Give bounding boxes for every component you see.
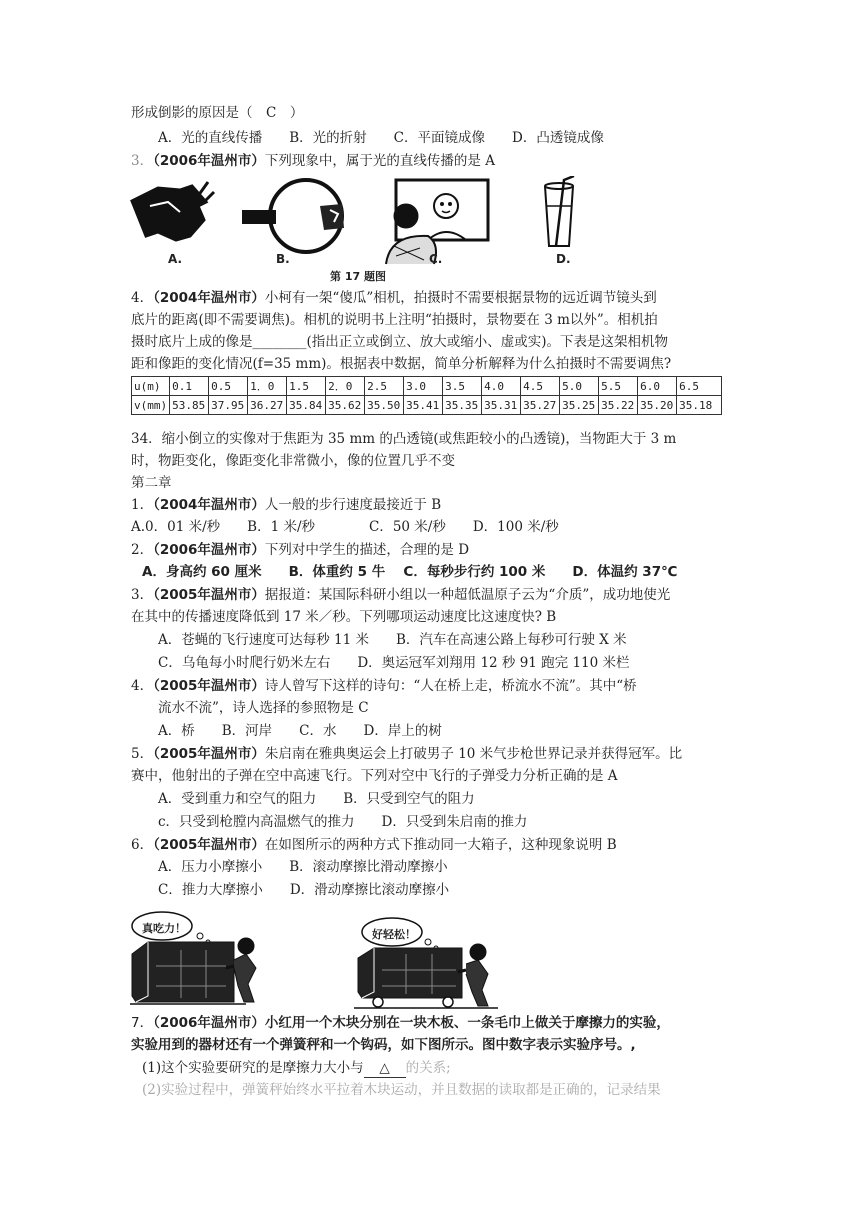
question-number: 7． bbox=[131, 1015, 154, 1031]
figure-b-magnifier bbox=[242, 180, 344, 252]
question-text: 下列现象中，属于光的直线传播的是 A bbox=[264, 153, 495, 169]
table-cell: 35.18 bbox=[677, 396, 722, 415]
sub-question-suffix: 的关系; bbox=[405, 1060, 451, 1076]
question-text: 小柯有一架“傻瓜”相机，拍摄时不需要根据景物的远近调节镜头到 bbox=[264, 290, 657, 306]
c7-stem bbox=[131, 1014, 670, 1032]
figure-d-label: D. bbox=[556, 252, 571, 266]
c4-stem bbox=[131, 677, 637, 695]
question-number: 4． bbox=[131, 290, 154, 306]
question-source: （2006年温州市） bbox=[153, 153, 265, 169]
table-cell: 1.5 bbox=[287, 377, 326, 396]
table-cell: 4.5 bbox=[521, 377, 560, 396]
question-source: （2004年温州市） bbox=[153, 497, 265, 513]
speech-bubble-hard: 真吃力！ bbox=[142, 922, 186, 935]
c7-sub-2: (2)实验过程中，弹簧秤始终水平拉着木块运动，并且数据的读取都是正确的，记录结果 bbox=[142, 1082, 661, 1098]
table-cell: 36.27 bbox=[248, 396, 287, 415]
c7-line-2: 实验用到的器材还有一个弹簧秤和一个钩码，如下图所示。图中数字表示实验序号。, bbox=[131, 1037, 636, 1053]
table-cell: 35.84 bbox=[287, 396, 326, 415]
c5-line-2: 赛中，他射出的子弹在空中高速飞行。下列对空中飞行的子弹受力分析正确的是 A bbox=[131, 768, 618, 784]
table-cell: 37.95 bbox=[209, 396, 248, 415]
table-cell: 35.35 bbox=[443, 396, 482, 415]
c7-sub-1 bbox=[142, 1059, 451, 1078]
question-text: 人一般的步行速度最接近于 B bbox=[264, 497, 442, 513]
question-source: （2005年温州市） bbox=[153, 837, 265, 853]
question-text: 下列对中学生的描述，合理的是 D bbox=[264, 542, 470, 558]
table-cell: 3.5 bbox=[443, 377, 482, 396]
question-number: 1． bbox=[131, 497, 154, 513]
table-cell: 35.27 bbox=[521, 396, 560, 415]
table-cell: 1．0 bbox=[248, 377, 287, 396]
row-header: u(m) bbox=[132, 377, 170, 396]
row-header: v(mm) bbox=[132, 396, 170, 415]
c5-stem bbox=[131, 745, 682, 763]
sub-question-text: (1)这个实验要研究的是摩擦力大小与 bbox=[142, 1060, 364, 1076]
question-text: 诗人曾写下这样的诗句：“人在桥上走，桥流水不流”。其中“桥 bbox=[264, 678, 637, 694]
table-cell: 35.62 bbox=[326, 396, 365, 415]
c6-options-1: A．压力小摩擦小 B．滚动摩擦比滑动摩擦小 bbox=[158, 859, 448, 875]
figure-a-hand-shadow bbox=[132, 182, 214, 240]
triangle-placeholder: △ bbox=[379, 1060, 390, 1076]
question-text: 小红用一个木块分别在一块木板、一条毛巾上做关于摩擦力的实验， bbox=[264, 1015, 670, 1031]
question-source: （2005年温州市） bbox=[153, 746, 265, 762]
table-cell: 5.0 bbox=[560, 377, 599, 396]
q4-stem bbox=[131, 289, 657, 307]
table-cell: 5.5 bbox=[599, 377, 638, 396]
speech-bubble-easy: 好轻松！ bbox=[372, 928, 416, 941]
question-source: （2005年温州市） bbox=[153, 678, 265, 694]
q4-line-3: 摄时底片上成的像是________(指出正立或倒立、放大或缩小、虚或实)。下表是这架相机物 bbox=[131, 334, 669, 350]
table-cell: 0.5 bbox=[209, 377, 248, 396]
table-row bbox=[132, 377, 722, 396]
q2-stem-end: 形成倒影的原因是（ C ） bbox=[131, 105, 304, 121]
figure-a-label: A. bbox=[168, 252, 183, 266]
figure-b-label: B. bbox=[276, 252, 290, 266]
table-cell: 35.41 bbox=[404, 396, 443, 415]
table-row bbox=[132, 396, 722, 415]
table-cell: 35.31 bbox=[482, 396, 521, 415]
c5-options-2: c．只受到枪膛内高温燃气的推力 D．只受到朱启南的推力 bbox=[158, 814, 528, 830]
table-cell: 2.5 bbox=[365, 377, 404, 396]
answer-34-line-1: 34．缩小倒立的实像对于焦距为 35 mm 的凸透镜(或焦距较小的凸透镜)，当物距大于 3 m bbox=[131, 431, 677, 447]
answer-blank bbox=[364, 1059, 406, 1078]
c4-options: A．桥 B．河岸 C．水 D．岸上的树 bbox=[158, 723, 442, 739]
question-source: （2006年温州市） bbox=[153, 542, 265, 558]
q2-options: A．光的直线传播 B．光的折射 C．平面镜成像 D．凸透镜成像 bbox=[158, 130, 604, 146]
c1-stem bbox=[131, 496, 441, 514]
table-cell: 2．0 bbox=[326, 377, 365, 396]
c6-options-2: C．推力大摩擦小 D．滑动摩擦比滚动摩擦小 bbox=[158, 882, 450, 898]
c3-options-1: A．苍蝇的飞行速度可达每秒 11 米 B．汽车在高速公路上每秒可行驶 X 米 bbox=[158, 632, 627, 648]
question-number: 5． bbox=[131, 746, 154, 762]
table-cell: 35.50 bbox=[365, 396, 404, 415]
c3-options-2: C．乌龟每小时爬行奶米左右 D．奥运冠军刘翔用 12 秒 91 跑完 110 米栏 bbox=[158, 655, 630, 671]
table-cell: 6.5 bbox=[677, 377, 722, 396]
table-cell: 35.22 bbox=[599, 396, 638, 415]
c5-options-1: A．受到重力和空气的阻力 B．只受到空气的阻力 bbox=[158, 791, 475, 807]
figure-c-label: C. bbox=[429, 252, 443, 266]
distance-table bbox=[131, 376, 722, 415]
table-cell: 35.20 bbox=[638, 396, 677, 415]
question-source: （2005年温州市） bbox=[153, 587, 265, 603]
c2-options: A．身高约 60 厘米 B．体重约 5 牛 C．每秒步行约 100 米 D．体温约 37℃ bbox=[142, 564, 678, 580]
figure-caption: 第 17 题图 bbox=[330, 270, 386, 283]
question-source: （2004年温州市） bbox=[153, 290, 265, 306]
answer-34-line-2: 时，物距变化，像距变化非常微小，像的位置几乎不变 bbox=[131, 453, 455, 469]
c1-options: A.0．01 米/秒 B．1 米/秒 C．50 米/秒 D．100 米/秒 bbox=[131, 519, 559, 535]
q3-stem bbox=[131, 152, 495, 170]
question-source: （2006年温州市） bbox=[153, 1015, 265, 1031]
table-cell: 53.85 bbox=[170, 396, 209, 415]
chapter-heading: 第二章 bbox=[131, 475, 172, 491]
question-number: 2． bbox=[131, 542, 154, 558]
question-number: 4． bbox=[131, 678, 154, 694]
table-cell: 35.25 bbox=[560, 396, 599, 415]
question-text: 在如图所示的两种方式下推动同一大箱子，这种现象说明 B bbox=[264, 837, 617, 853]
table-cell: 3.0 bbox=[404, 377, 443, 396]
c4-line-2: 流水不流”，诗人选择的参照物是 C bbox=[158, 700, 369, 716]
q4-line-4: 距和像距的变化情况(f=35 mm)。根据表中数据，简单分析解释为什么拍摄时不需要调焦? bbox=[131, 356, 672, 372]
table-cell: 4.0 bbox=[482, 377, 521, 396]
c3-stem bbox=[131, 586, 670, 604]
question-text: 据报道：某国际科研小组以一种超低温原子云为“介质”，成功地使光 bbox=[264, 587, 671, 603]
c6-stem bbox=[131, 836, 617, 854]
c3-line-2: 在其中的传播速度降低到 17 米／秒。下列哪项运动速度比这速度快? B bbox=[131, 609, 557, 625]
figure-17 bbox=[128, 176, 598, 268]
question-number: 3． bbox=[131, 587, 154, 603]
c2-stem bbox=[131, 541, 469, 559]
q4-line-2: 底片的距离(即不需要调焦)。相机的说明书上注明“拍摄时，景物要在 3 m以外”。相机拍 bbox=[131, 312, 658, 328]
figure-d-glass-straw bbox=[545, 176, 574, 246]
question-number: 3． bbox=[131, 153, 154, 169]
question-number: 6． bbox=[131, 837, 154, 853]
table-cell: 6.0 bbox=[638, 377, 677, 396]
question-text: 朱启南在雅典奥运会上打破男子 10 米气步枪世界记录并获得冠军。比 bbox=[264, 746, 683, 762]
table-cell: 0.1 bbox=[170, 377, 209, 396]
